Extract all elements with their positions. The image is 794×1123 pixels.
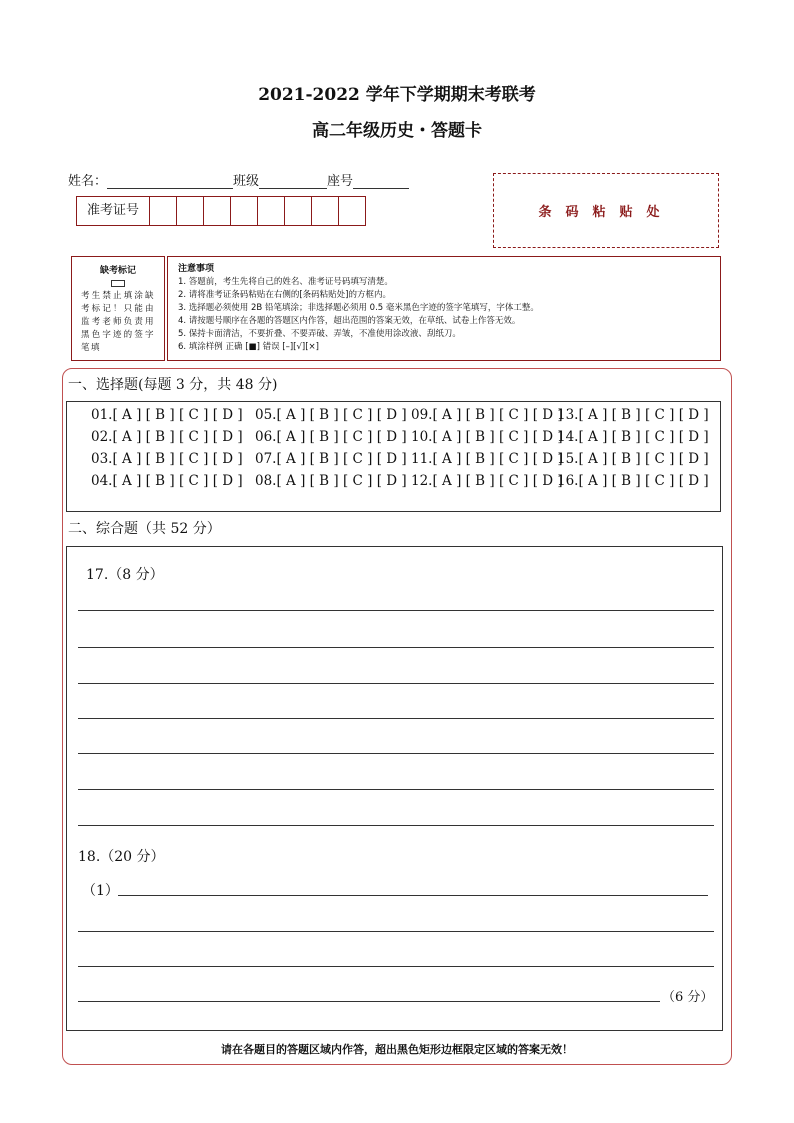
mcq-question[interactable]: 02.[ A ] [ B ] [ C ] [ D ] [91, 429, 243, 445]
mcq-question[interactable]: 06.[ A ] [ B ] [ C ] [ D ] [255, 429, 407, 445]
section1-title: 一、选择题(每题 3 分，共 48 分) [68, 377, 278, 393]
exam-id-cell[interactable] [177, 197, 204, 225]
notice-item: 1. 答题前，考生先将自己的姓名、准考证号码填写清楚。 [178, 277, 393, 287]
exam-id-cell[interactable] [231, 197, 258, 225]
mcq-question[interactable]: 14.[ A ] [ B ] [ C ] [ D ] [557, 429, 709, 445]
mcq-question[interactable]: 16.[ A ] [ B ] [ C ] [ D ] [557, 473, 709, 489]
absent-mark-checkbox[interactable] [111, 280, 125, 287]
mcq-question[interactable]: 13.[ A ] [ B ] [ C ] [ D ] [557, 407, 709, 423]
answer-line[interactable] [78, 931, 714, 932]
answer-line[interactable] [78, 610, 714, 611]
mcq-grid [66, 401, 721, 512]
mcq-question[interactable]: 07.[ A ] [ B ] [ C ] [ D ] [255, 451, 407, 467]
class-label: 班级 [233, 174, 260, 189]
exam-id-cell[interactable] [150, 197, 177, 225]
answer-line[interactable] [78, 647, 714, 648]
mcq-question[interactable]: 05.[ A ] [ B ] [ C ] [ D ] [255, 407, 407, 423]
notice-item: 3. 选择题必须使用 2B 铅笔填涂；非选择题必须用 0.5 毫米黑色字迹的签字笔填写，字体工整。 [178, 303, 539, 313]
mcq-row [67, 451, 720, 473]
mcq-question[interactable]: 10.[ A ] [ B ] [ C ] [ D ] [411, 429, 563, 445]
q18-part1-label: （1） [82, 883, 119, 899]
notice-item: 5. 保持卡面清洁，不要折叠、不要弄破、弄皱，不准使用涂改液、刮纸刀。 [178, 329, 461, 339]
footer-warning: 请在各题目的答题区域内作答，超出黑色矩形边框限定区域的答案无效！ [221, 1043, 573, 1056]
q18-label: 18.（20 分） [78, 849, 165, 865]
exam-id-cell[interactable] [312, 197, 339, 225]
notice-item: 4. 请按题号顺序在各题的答题区内作答，超出范围的答案无效，在草纸、试卷上作答无效。 [178, 316, 521, 326]
answer-line[interactable] [78, 753, 714, 754]
mcq-question[interactable]: 03.[ A ] [ B ] [ C ] [ D ] [91, 451, 243, 467]
answer-line[interactable] [78, 966, 714, 967]
answer-line[interactable] [78, 1001, 660, 1002]
notice-item: 6. 填涂样例 正确 [■] 错误 [–][√][×] [178, 342, 319, 352]
exam-id-cell[interactable] [258, 197, 285, 225]
exam-id-grid [76, 196, 366, 226]
seat-field[interactable] [353, 174, 409, 189]
mcq-question[interactable]: 15.[ A ] [ B ] [ C ] [ D ] [557, 451, 709, 467]
mcq-question[interactable]: 11.[ A ] [ B ] [ C ] [ D ] [411, 451, 563, 467]
answer-line[interactable] [78, 825, 714, 826]
name-label: 姓名： [68, 174, 108, 189]
exam-subtitle: 高二年级历史・答题卡 [312, 121, 482, 141]
name-field[interactable] [107, 174, 233, 189]
notice-title: 注意事项 [178, 264, 215, 274]
answer-line[interactable] [78, 683, 714, 684]
mcq-question[interactable]: 04.[ A ] [ B ] [ C ] [ D ] [91, 473, 243, 489]
class-field[interactable] [259, 174, 327, 189]
student-info-row [68, 170, 409, 189]
mcq-question[interactable]: 08.[ A ] [ B ] [ C ] [ D ] [255, 473, 407, 489]
exam-title: 2021-2022 学年下学期期末考联考 [258, 85, 536, 105]
answer-line[interactable] [78, 718, 714, 719]
exam-id-cell[interactable] [204, 197, 231, 225]
exam-id-cell[interactable] [339, 197, 365, 225]
absent-mark-text: 考生禁止填涂缺考标记！只能由监考老师负责用黑色字迹的签字笔填 [81, 291, 155, 353]
q18-part1-points: （6 分） [662, 990, 714, 1005]
mcq-question[interactable]: 01.[ A ] [ B ] [ C ] [ D ] [91, 407, 243, 423]
barcode-label: 条码粘贴处 [538, 205, 674, 220]
mcq-row [67, 429, 720, 451]
absent-mark-box [71, 256, 165, 361]
notice-box [167, 256, 721, 361]
q17-label: 17.（8 分） [86, 567, 164, 583]
seat-label: 座号 [327, 174, 354, 189]
answer-line[interactable] [78, 789, 714, 790]
barcode-area [493, 173, 719, 248]
mcq-row [67, 407, 720, 429]
exam-id-cell[interactable] [285, 197, 312, 225]
exam-id-label: 准考证号 [77, 197, 150, 225]
section2-title: 二、综合题（共 52 分） [68, 521, 221, 537]
absent-mark-title: 缺考标记 [99, 266, 136, 276]
answer-line[interactable] [118, 895, 708, 896]
mcq-question[interactable]: 09.[ A ] [ B ] [ C ] [ D ] [411, 407, 563, 423]
mcq-question[interactable]: 12.[ A ] [ B ] [ C ] [ D ] [411, 473, 563, 489]
notice-item: 2. 请将准考证条码粘贴在右侧的[条码粘贴处]的方框内。 [178, 290, 391, 300]
mcq-row [67, 473, 720, 495]
